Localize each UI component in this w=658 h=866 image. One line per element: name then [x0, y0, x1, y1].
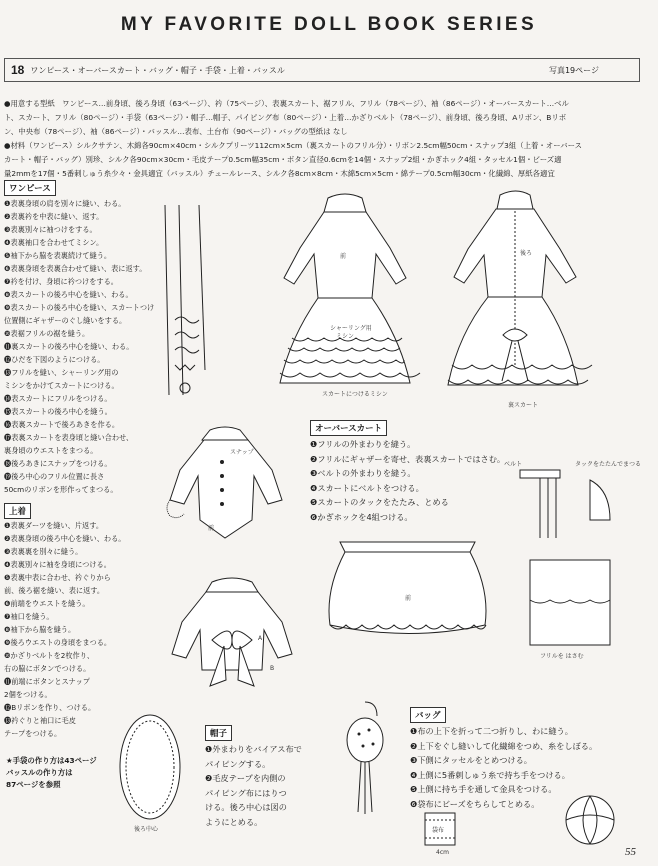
- step: ❽袖下から脇を縫う。: [4, 625, 76, 634]
- svg-text:タックをたたんでまつる: タックをたたんでまつる: [575, 461, 642, 468]
- series-title: MY FAVORITE DOLL BOOK SERIES: [120, 14, 538, 35]
- pattern-title: ワンピース・オーバースカート・バッグ・帽子・手袋・上着・バッスル: [30, 65, 285, 75]
- dress-back-diagram: [438, 185, 588, 415]
- step: ❺スカートのタックをたたみ、とめる: [310, 497, 449, 507]
- reference-notes: [6, 755, 97, 791]
- step: ❸ベルトの外まわりを縫う。: [310, 468, 416, 478]
- step: ❼袖口を縫う。: [4, 612, 54, 621]
- step: テープをつける。: [4, 729, 62, 738]
- step: ❾表スカートの後ろ中心を縫い、スカートつけ: [4, 303, 155, 312]
- onepiece-label: ワンピース: [4, 180, 56, 196]
- step: ❻かぎホックを4組つける。: [310, 511, 413, 522]
- step: 2個をつける。: [4, 690, 52, 699]
- step: ⓰表裏スカートで後ろあきを作る。: [4, 420, 120, 429]
- materials-line: ン、中央布（78ページ）、袖（86ページ）・バッスル…表布、土台布（90ページ）・バッグの型紙は なし: [4, 127, 348, 136]
- step: ⓭衿ぐりと袖口に毛皮: [4, 716, 76, 725]
- step: ❷毛皮テープを内側の: [205, 773, 286, 783]
- svg-text:ベルト: ベルト: [504, 461, 523, 468]
- step: ⓬ひだを下図のようにつける。: [4, 355, 105, 364]
- note-line: ★手袋の作り方は43ページ: [6, 756, 97, 765]
- jacket-label: 上着: [4, 503, 31, 519]
- step: ❹上側に5番刺しゅう糸で持ち手をつける。: [410, 769, 570, 780]
- hat-steps: [205, 742, 302, 829]
- materials-line: ●用意する型紙 ワンピース…前身頃、後ろ身頃（63ページ）、衿（75ページ）、表裏スカート、裾フリル、フリル（78ページ）、袖（86ページ）・オーバースカート…ベル: [4, 99, 569, 108]
- onepiece-steps: [4, 197, 154, 496]
- step: ❶表裏ダーツを縫い、片返す。: [4, 521, 104, 530]
- step: 右の脇にボタンでつける。: [4, 664, 91, 673]
- materials-line: ●材料（ワンピース）シルクサテン、木綿各90cm×40cm・シルクプリーツ112cm×5cm（裏スカートのフリル分）・リボン2.5cm幅50cm・スナップ3組（上着・オーバース: [4, 141, 583, 150]
- step: ⓳後ろ中心のフリル位置に長さ: [4, 472, 105, 481]
- step: ⓫前端にボタンとスナップ: [4, 677, 90, 686]
- materials-line: 量2mmを17個・5番刺しゅう糸少々・金具適宜（バッスル）チュールレース、シルク各8cm×8cm・木綿5cm×5cm・綿テープ0.5cm幅30cm・化繊綿、厚紙各適宜: [4, 169, 555, 178]
- step: 前、後ろ裾を縫い、表に返す。: [4, 586, 105, 595]
- step: ❿かざりベルトを2枚作り、: [4, 651, 95, 660]
- svg-text:ミシン: ミシン: [336, 333, 354, 340]
- step: ❶布の上下を折って二つ折りし、わに縫う。: [410, 726, 573, 736]
- jacket-steps: [4, 519, 125, 740]
- bag-pattern-diagram: [410, 808, 490, 858]
- step: 裏身頃のウエストをまつる。: [4, 446, 98, 455]
- page-number: 55: [625, 846, 636, 858]
- svg-text:前: 前: [208, 525, 215, 532]
- photo-reference: 写真19ページ: [548, 65, 599, 75]
- svg-text:袋布: 袋布: [432, 827, 445, 834]
- svg-text:4cm: 4cm: [436, 849, 449, 856]
- step: ❷フリルにギャザーを寄せ、表裏スカートではさむ。: [310, 453, 506, 464]
- overskirt-diagram: [320, 530, 495, 640]
- step: ⓫裏スカートの後ろ中心を縫い、わる。: [4, 342, 134, 351]
- step: ❾後ろウエストの身頃をまつる。: [4, 638, 112, 647]
- step: ❸表裏別々に袖つけをする。: [4, 225, 97, 234]
- pattern-header: [4, 58, 640, 82]
- step: ける。後ろ中心は図の: [205, 802, 287, 812]
- step: ❸表裏裏を別々に縫う。: [4, 547, 83, 556]
- skirt-cross-section-diagram: [155, 200, 220, 400]
- svg-text:前: 前: [405, 595, 412, 602]
- hat-label: 帽子: [205, 725, 232, 741]
- step: ❷表裏身頃の後ろ中心を縫い、わる。: [4, 534, 126, 543]
- step: ❹表裏別々に袖を身頃につける。: [4, 560, 111, 569]
- step: 位置側にギャザーのぐし縫いをする。: [4, 316, 127, 325]
- step: ❼衿を付け、身頃に衿つけをする。: [4, 277, 118, 286]
- step: 50cmのリボンを形作ってまつる。: [4, 485, 118, 494]
- pattern-number: 18: [11, 63, 25, 77]
- step: ⓯表スカートの後ろ中心を縫う。: [4, 407, 112, 416]
- step: ❸下側にタッセルをとめつける。: [410, 755, 532, 765]
- overskirt-steps: [310, 437, 505, 524]
- svg-text:後ろ: 後ろ: [520, 250, 533, 257]
- step: ❿表裾フリルの裾を縫う。: [4, 329, 90, 338]
- step: ❹表裏袖口を合わせてミシン。: [4, 238, 104, 247]
- step: ❷表裏衿を中表に縫い、返す。: [4, 212, 104, 221]
- step: ⓬Bリボンを作り、つける。: [4, 703, 96, 712]
- step: パイピングする。: [205, 758, 271, 769]
- step: ミシンをかけてスカートにつける。: [4, 381, 119, 390]
- materials-line: カート・帽子・バッグ）別珍、シルク各90cm×30cm・毛皮テープ0.5cm幅35cm・ボタン直径0.6cmを14個・スナップ2組・かぎホック4組・タッセル1個・ビーズ適: [4, 155, 562, 164]
- materials-list: [4, 97, 629, 181]
- step: ❶表裏身頃の肩を別々に縫い、わる。: [4, 199, 126, 208]
- step: ❻前端をウエストを縫う。: [4, 599, 90, 608]
- bag-ball-diagram: [555, 790, 625, 850]
- step: ❽表スカートの後ろ中心を縫い、わる。: [4, 290, 133, 299]
- materials-line: ト、スカート、フリル（80ページ）・手袋（63ページ）・帽子…帽子、パイピング布（80ページ）・上着…かざりベルト（78ページ）、前身頃、後ろ身頃、Aリボン、Bリボ: [4, 113, 567, 122]
- svg-text:前: 前: [340, 253, 347, 260]
- step: ❻表裏身頃を表裏合わせて縫い、表に返す。: [4, 264, 147, 273]
- svg-text:裏スカート: 裏スカート: [508, 402, 539, 409]
- bag-label: バッグ: [410, 707, 446, 723]
- step: ❺表裏中表に合わせ、衿ぐりから: [4, 573, 111, 582]
- dress-front-diagram: [270, 188, 420, 403]
- step: ⓲後ろあきにスナップをつける。: [4, 459, 112, 468]
- svg-text:シャーリング用: シャーリング用: [330, 325, 372, 332]
- svg-text:B: B: [270, 665, 275, 672]
- svg-text:A: A: [258, 635, 263, 642]
- step: ⓭フリルを縫い、シャーリング用の: [4, 368, 119, 377]
- overskirt-label: オーバースカート: [310, 420, 387, 436]
- step: ❹スカートにベルトをつける。: [310, 482, 424, 493]
- hat-diagram: [110, 705, 190, 835]
- svg-text:フリルを はさむ: フリルを はさむ: [540, 653, 584, 660]
- step: ようにとめる。: [205, 816, 263, 827]
- note-line: 87ページを参照: [6, 780, 61, 789]
- step: ❺上側に持ち手を通して金具をつける。: [410, 784, 557, 794]
- svg-text:スナップ: スナップ: [230, 449, 254, 456]
- step: ❶フリルの外まわりを縫う。: [310, 439, 416, 449]
- jacket-bow-diagram: [160, 570, 305, 700]
- step: ❻袋布にビーズをちらしてとめる。: [410, 798, 540, 809]
- jacket-back-diagram: [160, 420, 290, 550]
- svg-text:スカートにつけるミシン: スカートにつけるミシン: [322, 391, 388, 398]
- svg-text:後ろ中心: 後ろ中心: [134, 826, 159, 833]
- step: ❶外まわりをバイアス布で: [205, 744, 302, 754]
- step: ❷上下をぐし縫いして化繊綿をつめ、糸をしぼる。: [410, 740, 598, 751]
- step: ❺袖下から脇を表裏続けて縫う。: [4, 251, 112, 260]
- step: ⓮表スカートにフリルをつける。: [4, 394, 112, 403]
- step: ⓱表裏スカートを表身頃と縫い合わせ、: [4, 433, 134, 442]
- note-line: バッスルの作り方は: [6, 768, 73, 777]
- step: パイピング布にはりつ: [205, 787, 287, 798]
- belt-tuck-diagram: [500, 450, 642, 665]
- bag-diagram: [335, 700, 395, 820]
